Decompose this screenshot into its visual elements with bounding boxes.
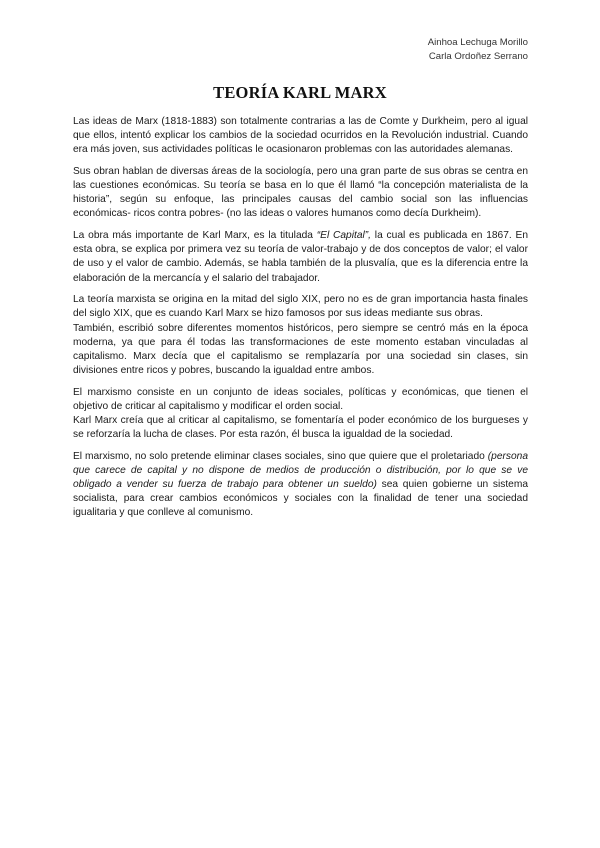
author-name: Carla Ordoñez Serrano	[428, 51, 528, 62]
paragraph-text: La obra más importante de Karl Marx, es la titulada	[73, 230, 317, 242]
paragraph-text: la cual es publicada en 1867. En esta obra, se explica por primera vez su teoría de valor-trabajo y de dos conceptos de valor; el valor de uso y el valor de cambio. Además, se habla también de la plusvalía, que es la diferencia entre la elaboración de la mercancía y el salario del trabajador.	[73, 230, 529, 284]
paragraph: La teoría marxista se origina en la mitad del siglo XIX, pero no es de gran importancia hasta finales del siglo XIX, que es cuando Karl Marx se hizo famosos por sus ideas mediante sus obras.	[73, 294, 528, 320]
paragraph: El marxismo consiste en un conjunto de ideas sociales, políticas y económicas, que tienen el objetivo de criticar al capitalismo y modificar el orden social.	[73, 386, 528, 412]
author-name: Ainhoa Lechuga Morillo	[427, 37, 528, 48]
definition-text: (persona que carece de capital y no dispone de medios de producción o distribución, por lo que se ve obligado a vender su fuerza de trabajo para obtener un sueldo)	[73, 450, 528, 491]
paragraph-text: El marxismo, no solo pretende eliminar clases sociales, sino que quiere que el proletariado	[73, 450, 488, 462]
paragraph: Las ideas de Marx (1818-1883) son totalmente contrarias a las de Comte y Durkheim, pero al igual que ellos, intentó explicar los cambios de la sociedad ocurridos en la Revolución industrial. Cuando era más joven, sus actividades políticas le ocasionaron problemas con las autoridades alemanas.	[73, 116, 528, 156]
book-title: “El Capital”,	[316, 230, 371, 242]
authors-block	[428, 36, 528, 64]
paragraph: Karl Marx creía que al criticar al capitalismo, se fomentaría el poder económico de los burgueses y se reforzaría la lucha de clases. Por esta razón, él busca la igualdad de la sociedad.	[73, 414, 528, 441]
page-title: TEORÍA KARL MARX	[213, 83, 387, 102]
paragraph-text: sea quien gobierne un sistema socialista, para crear cambios económicos y sociales con la finalidad de tener una sociedad igualitaria y que conlleve al comunismo.	[73, 479, 528, 519]
document-body	[73, 115, 528, 528]
paragraph	[73, 450, 528, 521]
paragraph	[73, 229, 528, 286]
paragraph: Sus obran hablan de diversas áreas de la sociología, pero una gran parte de sus obras se centra en las cuestiones económicas. Su teoría se basa en lo que él llamó “la concepción materialista de la historia”, según su enfoque, las principales causas del cambio social son las influencias económicas- ricos contra pobres- (no las ideas o valores humanos como decía Durkheim).	[73, 165, 528, 220]
paragraph: También, escribió sobre diferentes momentos históricos, pero siempre se centró más en la época moderna, ya que para él todas las transformaciones de este momento estaban vinculadas al capitalismo. Marx decía que el capitalismo se remplazaría por una sociedad sin clases, sin divisiones entre ricos y pobres, buscando la igualdad entre ambos.	[73, 322, 528, 376]
